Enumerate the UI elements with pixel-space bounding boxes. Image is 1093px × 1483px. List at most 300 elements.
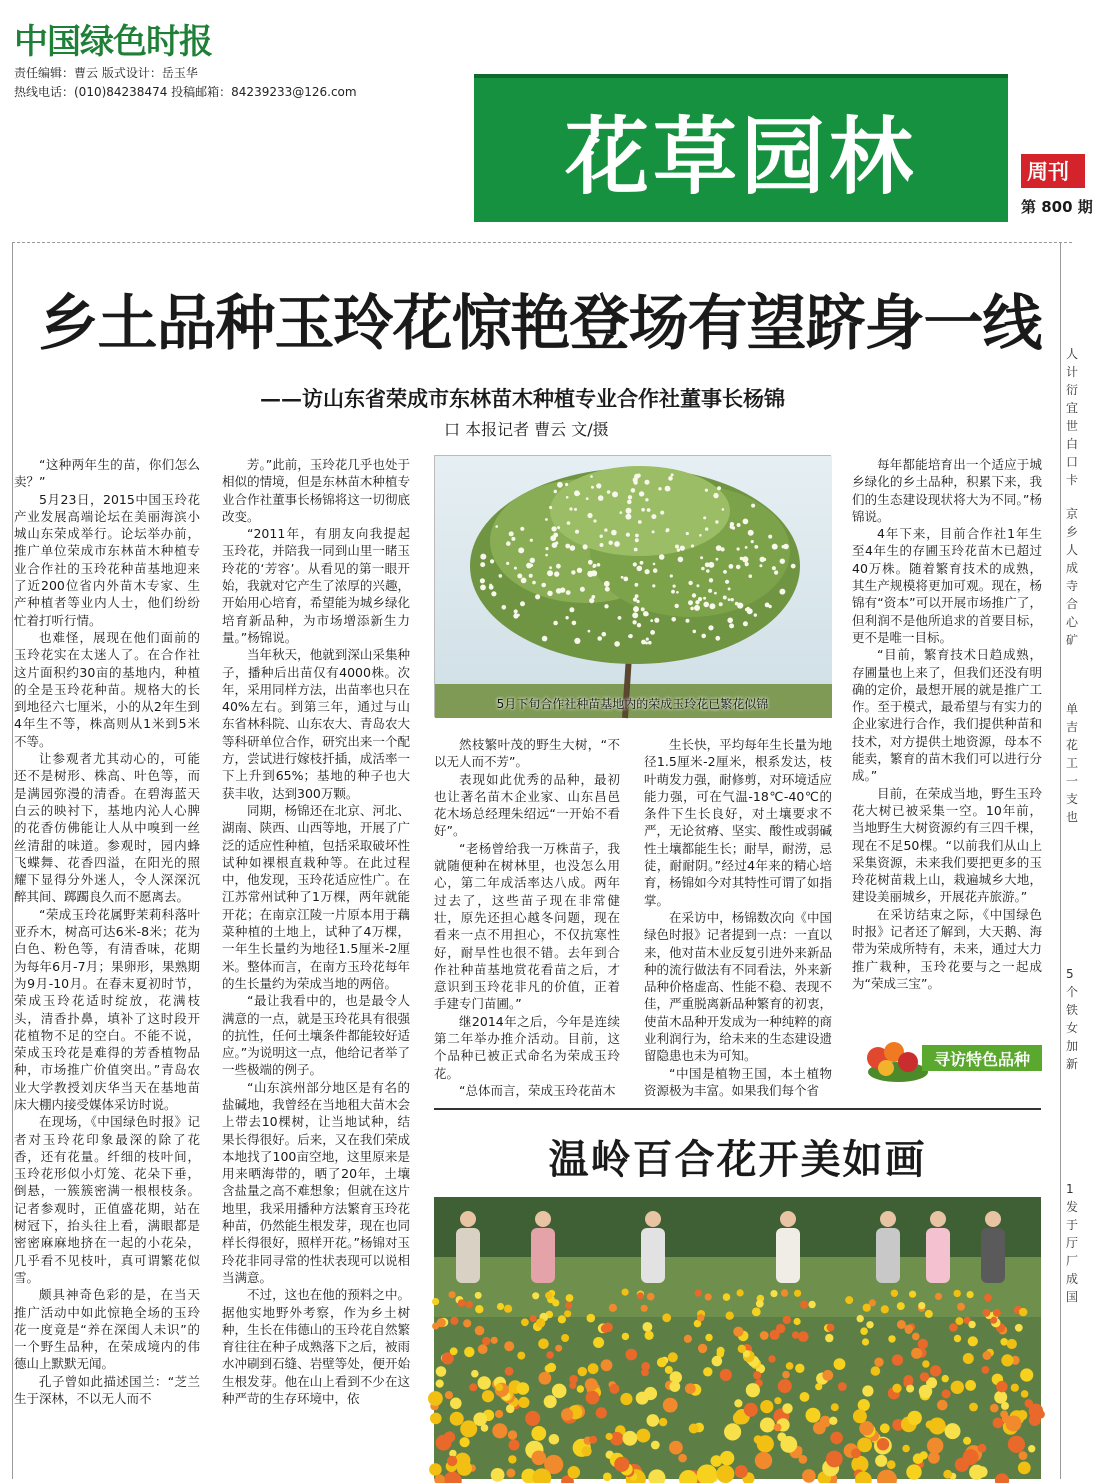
article-column-3: [434, 736, 620, 1088]
blossom: [633, 562, 637, 566]
blossom: [635, 534, 639, 538]
blossom: [556, 588, 562, 594]
lily-flower: [491, 1468, 505, 1482]
blossom: [708, 562, 714, 568]
article-paragraph: “老杨曾给我一万株苗子，我就随便种在树林里，也没怎么用心，第二年成活率达八成。两年过去了，这些苗子现在非常健壮，原先还担心越冬问题，现在看来一点不用担心，不仅抗寒性好，耐旱性也很不错。去年到合作社种苗基地赏花看苗之后，才意识到玉玲花非凡的价值，正着手建专门苗圃。”: [434, 840, 620, 1013]
blossom: [631, 488, 636, 493]
lily-flower: [755, 1452, 772, 1469]
lily-flower: [532, 1292, 539, 1299]
lily-flower: [603, 1473, 612, 1482]
blossom: [743, 519, 749, 525]
article-separator: [434, 1108, 1041, 1110]
article-paragraph: 每年都能培育出一个适应于城乡绿化的乡土品种，积累下来，我们的生态建设现状将大为不同。”杨锦说。: [852, 456, 1042, 525]
lily-flower: [623, 1431, 638, 1446]
blossom: [633, 597, 637, 601]
blossom: [554, 571, 559, 576]
lily-flower: [891, 1290, 898, 1297]
lily-flower: [1029, 1414, 1041, 1426]
lily-flower: [967, 1291, 974, 1298]
blossom: [633, 606, 639, 612]
lily-flower: [770, 1290, 777, 1297]
lily-flower: [659, 1418, 667, 1426]
blossom: [499, 574, 503, 578]
lily-flower: [1001, 1402, 1009, 1410]
blossom: [628, 635, 631, 638]
blossom: [490, 559, 494, 563]
blossom: [597, 563, 601, 567]
blossom: [542, 636, 548, 642]
lily-flower: [606, 1433, 613, 1440]
lily-flower: [888, 1335, 895, 1342]
lily-flower: [945, 1423, 961, 1439]
blossom: [654, 618, 659, 623]
blossom: [686, 532, 689, 535]
blossom: [555, 541, 558, 544]
blossom: [675, 604, 679, 608]
lily-flower: [798, 1331, 809, 1342]
lily-flower: [935, 1293, 942, 1300]
lily-flower: [532, 1451, 547, 1466]
blossom: [671, 473, 674, 476]
blossom: [621, 576, 624, 579]
blossom: [513, 613, 518, 618]
blossom: [651, 514, 656, 519]
lily-flower: [760, 1400, 773, 1413]
blossom: [604, 604, 608, 608]
lily-flower: [429, 1463, 442, 1476]
lily-flower: [436, 1366, 447, 1377]
blossom: [641, 508, 645, 512]
weekly-badge: 周刊: [1021, 154, 1085, 188]
blossom: [611, 530, 617, 536]
lily-flower: [723, 1293, 731, 1301]
lily-flower: [908, 1411, 922, 1425]
lily-flower: [909, 1291, 916, 1298]
lily-flower: [1015, 1324, 1023, 1332]
lily-flower: [614, 1457, 629, 1472]
lily-flower: [525, 1411, 540, 1426]
lily-flower: [577, 1385, 584, 1392]
article-paragraph: 然枝繁叶茂的野生大树，“不以无人而不芳”。: [434, 736, 620, 771]
lily-flower: [733, 1327, 743, 1337]
blossom: [518, 547, 524, 553]
lily-flower: [689, 1424, 699, 1434]
lily-flower: [450, 1347, 458, 1355]
article-paragraph: “荣成玉玲花属野茉莉科落叶亚乔木，树高可达6米-8米；花为白色、粉色等，有清香味，花期为每年6月-7月；果卵形，果熟期为9月-10月。在春末夏初时节，荣成玉玲花适时绽放，花满枝头，清香扑鼻，填补了这时段开花植物不足的空白。不能不说，荣成玉玲花是难得的芳香植物品种，市场推广价值突出。”青岛农业大学教授刘庆华当天在基地苗床大棚内接受媒体采访时说。: [14, 906, 200, 1114]
blossom: [506, 562, 509, 565]
blossom: [634, 474, 639, 479]
blossom: [693, 630, 697, 634]
lily-flower: [475, 1305, 483, 1313]
blossom: [604, 581, 610, 587]
lily-flower: [697, 1314, 704, 1321]
blossom: [653, 563, 656, 566]
lily-flower: [609, 1304, 617, 1312]
lily-flower: [647, 1293, 655, 1301]
lily-flower: [752, 1308, 761, 1317]
lily-flower: [464, 1347, 474, 1357]
lily-flower: [678, 1454, 687, 1463]
lily-flower: [428, 1391, 443, 1406]
blossom: [583, 544, 588, 549]
lily-flower: [712, 1356, 723, 1367]
blossom: [541, 583, 546, 588]
lily-flower: [492, 1423, 507, 1438]
article-paragraph: 芳。”此前，玉玲花几乎也处于相似的情境，但是东林苗木种植专业合作社董事长杨锦将这一切彻底改变。: [222, 456, 410, 525]
blossom: [526, 563, 531, 568]
article-subhead: ——访山东省荣成市东林苗木种植专业合作社董事长杨锦: [260, 383, 785, 413]
blossom: [626, 533, 630, 537]
left-frame-line: [12, 242, 13, 1479]
lily-flower: [558, 1315, 566, 1323]
lily-flower: [555, 1345, 562, 1352]
article-paragraph: “总体而言，荣成玉玲花苗木: [434, 1082, 620, 1099]
blossom: [605, 587, 610, 592]
lily-flower: [863, 1304, 871, 1312]
lily-flower: [983, 1351, 992, 1360]
blossom: [480, 585, 486, 591]
lily-flower: [911, 1348, 922, 1359]
article-paragraph: 生长快，平均每年生长量为地径1.5厘米-2厘米，根系发达，枝叶萌发力强，耐修剪，对环境适应能力强，可在气温-18℃-40℃的条件下生长良好，对土壤要求不严，无论贫瘠、坚实、酸性或弱碱性土壤都能生长；耐旱，耐涝，忌徒，耐耐阴。”经过4年来的精心培育，杨锦如今对其特性可谓了如指掌。: [644, 736, 832, 909]
lily-flower: [1019, 1451, 1028, 1460]
blossom: [591, 595, 595, 599]
lily-flower: [450, 1412, 464, 1426]
lily-flower: [647, 1414, 660, 1427]
blossom: [723, 570, 727, 574]
photo-caption: 5月下旬合作社种苗基地内的荣成玉玲花已繁花似锦: [435, 695, 830, 712]
blossom: [698, 597, 702, 601]
lily-flower: [963, 1437, 971, 1445]
lily-flower: [922, 1360, 929, 1367]
lily-flower: [1006, 1416, 1022, 1432]
lily-field-photo: [434, 1197, 1041, 1479]
lily-flower: [746, 1383, 760, 1397]
blossom: [730, 522, 734, 526]
lily-flower: [734, 1399, 742, 1407]
blossom: [703, 597, 706, 600]
lily-flower: [469, 1383, 477, 1391]
lily-flower: [609, 1384, 619, 1394]
blossom: [593, 519, 596, 522]
lily-flower: [918, 1302, 925, 1309]
lily-flower: [449, 1291, 456, 1298]
lily-flower: [993, 1309, 1001, 1317]
blossom: [675, 545, 679, 549]
lily-flower: [432, 1298, 439, 1305]
lily-flower: [954, 1335, 961, 1342]
blossom: [572, 621, 577, 626]
lily-flower: [622, 1289, 629, 1296]
lily-flower: [530, 1315, 537, 1322]
right-frame-line: [1060, 242, 1061, 1479]
blossom: [715, 636, 720, 641]
article-paragraph: 当年秋天，他就到深山采集种子，播种后出苗仅有4000株。次年，采用同样方法，出苗率也只在40%左右。到第三年，通过与山东省林科院、山东农大、青岛农大等科研单位合作，研究出来一个配方，尝试进行嫁枝扦插，成活率一下上升到65%；基地的种子也大获丰收，达到300万颗。: [222, 646, 410, 802]
lily-flower: [825, 1334, 833, 1342]
blossom: [545, 554, 548, 557]
blossom: [635, 538, 639, 542]
lily-flower: [466, 1301, 473, 1308]
lily-flower: [588, 1363, 599, 1374]
blossom: [706, 569, 710, 573]
lily-flower: [587, 1314, 596, 1323]
lily-flower: [881, 1305, 889, 1313]
lily-flower: [668, 1352, 678, 1362]
blossom: [668, 476, 673, 481]
blossom: [577, 568, 582, 573]
lily-flower: [984, 1294, 992, 1302]
article-paragraph: 也难怪，展现在他们面前的玉玲花实在太迷人了。在合作社这片面积约30亩的基地内，种植的全是玉玲花种苗。规格大的长到地径六七厘米，小的从2年生到4年生不等，株高则从1米到5米不等。: [14, 629, 200, 750]
lily-flower: [724, 1423, 741, 1440]
blossom: [529, 574, 533, 578]
lily-flower: [781, 1289, 788, 1296]
lily-flower: [851, 1448, 861, 1458]
lily-flower: [517, 1382, 530, 1395]
blossom: [645, 612, 649, 616]
blossom: [658, 487, 661, 490]
blossom: [671, 590, 675, 594]
lily-flower: [983, 1309, 991, 1317]
blossom: [754, 613, 757, 616]
blossom: [588, 560, 593, 565]
lily-flower: [834, 1358, 846, 1370]
lily-flower: [705, 1334, 712, 1341]
lily-flower: [545, 1292, 552, 1299]
lily-flower: [955, 1317, 963, 1325]
lily-flower: [1008, 1436, 1025, 1453]
lily-flower: [636, 1429, 650, 1443]
blossom: [491, 591, 496, 596]
lily-flower: [830, 1432, 843, 1445]
blossom: [660, 511, 664, 515]
lily-flower: [930, 1365, 941, 1376]
article-headline: 乡土品种玉玲花惊艳登场有望跻身一线: [20, 276, 1060, 362]
lily-flower: [968, 1321, 975, 1328]
lily-flower: [1028, 1445, 1035, 1452]
article-column-5: [852, 456, 1042, 1034]
article-paragraph: 不过，这也在他的预料之中。据他实地野外考察，作为乡土树种，生长在伟德山的玉玲花自然繁育往往在种子成熟落下之后，被雨水冲刷到石缝、岩壁等处，便开始生根发芽。他在山上看到不少在这种严苛的生存环境中，依: [222, 1286, 410, 1407]
blossom: [547, 570, 553, 576]
lily-flower: [744, 1403, 758, 1417]
lily-flower: [463, 1319, 471, 1327]
lily-flower: [860, 1327, 868, 1335]
lily-flower: [853, 1409, 867, 1423]
lily-flower: [756, 1300, 764, 1308]
blossom: [637, 566, 643, 572]
blossom: [725, 580, 729, 584]
lily-flower: [943, 1470, 952, 1479]
blossom: [530, 539, 533, 542]
lily-flower: [698, 1344, 707, 1353]
blossom: [705, 489, 708, 492]
blossom: [650, 630, 655, 635]
blossom: [635, 583, 639, 587]
lily-flower: [829, 1417, 837, 1425]
lily-flower: [508, 1430, 517, 1439]
top-divider: [12, 242, 1072, 243]
article-paragraph: 让参观者尤其动心的，可能还不是树形、株高、叶色等，而是满园弥漫的清香。在碧海蓝天白云的映衬下，基地内沁人心脾的花香仿佛能让人从中嗅到一丝丝清甜的味道。参观时，园内蜂飞蝶舞、花香四溢，在阳光的照耀下显得分外迷人，令人深深沉醉其间、踯躅良久而不愿离去。: [14, 750, 200, 906]
blossom: [652, 584, 655, 587]
lily-flower: [669, 1381, 680, 1392]
blossom: [480, 554, 486, 560]
tree-illustration: [435, 456, 832, 718]
blossom: [549, 506, 552, 509]
lily-flower: [760, 1331, 769, 1340]
lily-flower: [738, 1345, 746, 1353]
blossom: [632, 612, 638, 618]
blossom: [708, 625, 713, 630]
lily-flower: [990, 1404, 999, 1413]
blossom: [709, 578, 713, 582]
blossom: [737, 603, 743, 609]
blossom: [691, 544, 694, 547]
blossom: [641, 640, 646, 645]
lily-flower: [586, 1391, 600, 1405]
blossom: [619, 511, 622, 514]
blossom: [692, 593, 696, 597]
lily-flower: [903, 1375, 913, 1385]
blossom: [618, 616, 622, 620]
blossom: [587, 513, 592, 518]
blossom: [751, 540, 754, 543]
article-column-4: [644, 736, 832, 1088]
blossom: [775, 571, 778, 574]
lily-flower: [644, 1387, 657, 1400]
blossom: [634, 548, 638, 552]
blossom: [645, 569, 650, 574]
lily-flower: [568, 1466, 581, 1479]
lily-flower: [539, 1372, 552, 1385]
blossom: [717, 486, 721, 490]
blossom: [598, 495, 604, 501]
lily-flower: [1021, 1390, 1029, 1398]
lily-flower: [460, 1420, 477, 1437]
lily-flower: [482, 1390, 494, 1402]
lily-flower: [874, 1358, 883, 1367]
lily-flower: [450, 1317, 458, 1325]
lily-flower: [862, 1338, 869, 1345]
lily-flower: [913, 1453, 924, 1464]
lily-flower: [942, 1375, 949, 1382]
article-paragraph: 在采访中，杨锦数次向《中国绿色时报》记者提到一点：一直以来，他对苗木业反复引进外来新品种的流行做法有不同看法，外来新品种价格虚高、性能不稳、表现不佳，严重脱离新品种繁育的初衷，使苗木品种开发成为一种纯粹的商业利润行为，给未来的生态建设遗留隐患也未为可知。: [644, 909, 832, 1065]
article-paragraph: 同期，杨锦还在北京、河北、湖南、陕西、山西等地，开展了广泛的适应性种植，包括采取破坏性试种如裸根直栽种等。在此过程中，他发现，玉玲花适应性广。在江苏常州试种了1万棵，两年就能开花；在南京江陵一片原本用于藕菜种植的土地上，试种了4万棵，一年生长量约为地径1.5厘米-2厘米。整体而言，在南方玉玲花每年的生长量约为荣成当地的两倍。: [222, 802, 410, 992]
lily-flower: [663, 1398, 678, 1413]
blossom: [623, 577, 628, 582]
lily-flower: [1018, 1462, 1031, 1475]
lily-flower: [610, 1432, 624, 1446]
lily-flower: [802, 1469, 816, 1483]
blossom: [719, 602, 723, 606]
article-paragraph: 表现如此优秀的品种，最初也让著名苗木企业家、山东昌邑花木场总经理朱绍远“一开始不看好”。: [434, 771, 620, 840]
blossom: [530, 558, 535, 563]
blossom: [551, 526, 556, 531]
lily-flower: [593, 1337, 604, 1348]
lily-flower: [925, 1310, 933, 1318]
blossom: [703, 602, 709, 608]
blossom: [701, 567, 705, 571]
blossom: [659, 554, 665, 560]
lily-flower: [822, 1370, 833, 1381]
blossom: [759, 564, 762, 567]
blossom: [713, 493, 718, 498]
lily-flower: [845, 1296, 853, 1304]
blossom: [569, 507, 572, 510]
article-paragraph: 继2014年之后，今年是连续第二年举办推介活动。目前，这个品种已被正式命名为荣成玉玲花。: [434, 1013, 620, 1082]
lily-flower: [471, 1370, 479, 1378]
lily-flower: [963, 1353, 974, 1364]
blossom: [532, 581, 536, 585]
article-paragraph: “目前，繁育技术日趋成熟，存圃量也上来了，但我们还没有明确的定价，最想开展的就是推广工作。至于模式，最希望与有实力的企业家进行合作，我们提供种苗和技术，对方提供土地资源，母本不能卖，繁育的苗木我们可以进行分成。”: [852, 646, 1042, 784]
blossom: [628, 495, 632, 499]
lily-flower: [657, 1358, 667, 1368]
edge-text-fragment: 5个铁女加新: [1066, 965, 1082, 1065]
lily-flower: [566, 1294, 574, 1302]
blossom: [722, 508, 725, 511]
blossom: [715, 520, 718, 523]
blossom: [703, 516, 706, 519]
lily-flower: [504, 1305, 512, 1313]
lily-flower: [831, 1403, 839, 1411]
blossom: [553, 621, 558, 626]
blossom: [575, 530, 579, 534]
blossom: [673, 585, 676, 588]
blossom: [566, 590, 571, 595]
lily-flower: [887, 1460, 896, 1469]
blossom: [550, 535, 556, 541]
lily-flower: [564, 1310, 571, 1317]
blossom: [506, 541, 511, 546]
blossom: [728, 587, 731, 590]
blossom: [574, 638, 580, 644]
lily-flower: [565, 1302, 572, 1309]
article-paragraph: “山东滨州部分地区是有名的盐碱地，我曾经在当地租大苗木会上带去10棵树，让当地试种，结果长得很好。后来，又在我们荣成本地找了100亩空地，这里原来是用来晒海带的，晒了20年，土壤含盐量之高不难想象；但就在这片地里，我采用播种方法繁育玉玲花种苗，仍然能生根发芽，现在也同样长得很好，照样开花。”杨锦对玉玲花非同寻常的性状表现可以说相当满意。: [222, 1079, 410, 1287]
blossom: [745, 546, 748, 549]
lily-flower: [517, 1352, 525, 1360]
blossom: [514, 609, 518, 613]
lily-flower: [919, 1385, 932, 1398]
blossom: [729, 623, 734, 628]
blossom: [716, 545, 722, 551]
blossom: [745, 562, 749, 566]
lily-flower: [437, 1318, 446, 1327]
blossom: [596, 483, 601, 488]
contact-line: 热线电话：(010)84238474 投稿邮箱：84239233@126.com: [14, 83, 357, 100]
lily-flower: [497, 1303, 504, 1310]
blossom: [549, 566, 552, 569]
lily-flower: [518, 1397, 529, 1408]
lily-flower: [920, 1372, 929, 1381]
lily-flower: [774, 1397, 781, 1404]
article-column-2: [222, 456, 410, 1466]
blossom: [571, 570, 575, 574]
blossom: [680, 546, 685, 551]
lily-flower: [892, 1384, 901, 1393]
lily-flower: [504, 1341, 514, 1351]
blossom: [607, 490, 611, 494]
lily-flower: [994, 1391, 1007, 1404]
lily-flower: [703, 1367, 712, 1376]
blossom: [650, 619, 653, 622]
lily-flower: [531, 1426, 546, 1441]
lily-flower: [651, 1441, 660, 1450]
lily-flower: [880, 1423, 890, 1433]
lily-flower: [585, 1378, 598, 1391]
lily-flower: [800, 1301, 808, 1309]
lily-flower: [705, 1293, 712, 1300]
lily-flower: [954, 1290, 961, 1297]
blossom: [597, 636, 602, 641]
blossom: [648, 641, 652, 645]
lily-flower: [478, 1376, 491, 1389]
